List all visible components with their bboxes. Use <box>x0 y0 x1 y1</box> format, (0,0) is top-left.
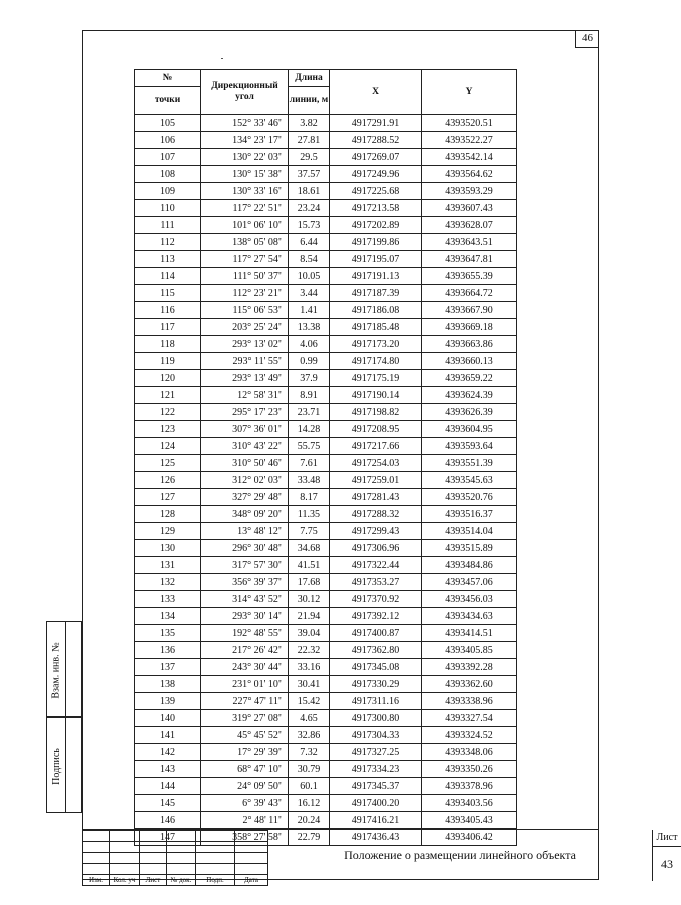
x-coordinate-cell: 4917174.80 <box>330 353 422 370</box>
table-row <box>135 370 517 387</box>
table-row <box>135 268 517 285</box>
line-length-cell: 41.51 <box>289 557 330 574</box>
table-row <box>135 472 517 489</box>
y-coordinate-cell: 4393664.72 <box>422 285 517 302</box>
line-length-cell: 4.06 <box>289 336 330 353</box>
x-coordinate-cell: 4917191.13 <box>330 268 422 285</box>
direction-angle-cell: 307° 36' 01" <box>201 421 289 438</box>
line-length-cell: 10.05 <box>289 268 330 285</box>
title-block <box>82 829 678 884</box>
point-number-cell: 111 <box>135 217 201 234</box>
x-coordinate-cell: 4917291.91 <box>330 115 422 132</box>
line-length-cell: 7.75 <box>289 523 330 540</box>
table-row <box>135 642 517 659</box>
direction-angle-cell: 227° 47' 11" <box>201 693 289 710</box>
stamp-col-podp: Подп. <box>196 875 235 886</box>
point-number-cell: 138 <box>135 676 201 693</box>
point-number-cell: 114 <box>135 268 201 285</box>
y-coordinate-cell: 4393542.14 <box>422 149 517 166</box>
table-row <box>135 574 517 591</box>
line-length-cell: 8.91 <box>289 387 330 404</box>
direction-angle-cell: 130° 33' 16" <box>201 183 289 200</box>
y-coordinate-cell: 4393350.26 <box>422 761 517 778</box>
point-number-cell: 109 <box>135 183 201 200</box>
y-coordinate-cell: 4393348.06 <box>422 744 517 761</box>
y-coordinate-cell: 4393669.18 <box>422 319 517 336</box>
line-length-cell: 3.44 <box>289 285 330 302</box>
y-coordinate-cell: 4393338.96 <box>422 693 517 710</box>
direction-angle-cell: 117° 22' 51" <box>201 200 289 217</box>
x-coordinate-cell: 4917186.08 <box>330 302 422 319</box>
x-coordinate-cell: 4917217.66 <box>330 438 422 455</box>
y-coordinate-cell: 4393403.56 <box>422 795 517 812</box>
sheet-number: 43 <box>661 857 673 871</box>
direction-angle-cell: 356° 39' 37" <box>201 574 289 591</box>
point-number-cell: 141 <box>135 727 201 744</box>
direction-angle-cell: 2° 48' 11" <box>201 812 289 829</box>
point-number-cell: 128 <box>135 506 201 523</box>
x-coordinate-cell: 4917300.80 <box>330 710 422 727</box>
y-coordinate-cell: 4393520.51 <box>422 115 517 132</box>
table-row <box>135 710 517 727</box>
point-number-cell: 125 <box>135 455 201 472</box>
x-coordinate-cell: 4917173.20 <box>330 336 422 353</box>
y-coordinate-cell: 4393362.60 <box>422 676 517 693</box>
x-coordinate-cell: 4917392.12 <box>330 608 422 625</box>
table-row <box>135 115 517 132</box>
stamp-col-izm: Изм. <box>83 875 110 886</box>
y-coordinate-cell: 4393628.07 <box>422 217 517 234</box>
point-number-cell: 142 <box>135 744 201 761</box>
x-coordinate-cell: 4917400.20 <box>330 795 422 812</box>
x-coordinate-cell: 4917304.33 <box>330 727 422 744</box>
line-length-cell: 8.54 <box>289 251 330 268</box>
line-length-cell: 30.41 <box>289 676 330 693</box>
header-length-bottom: линии, м <box>289 87 330 115</box>
point-number-cell: 144 <box>135 778 201 795</box>
direction-angle-cell: 293° 11' 55" <box>201 353 289 370</box>
table-row <box>135 336 517 353</box>
x-coordinate-cell: 4917213.58 <box>330 200 422 217</box>
x-coordinate-cell: 4917322.44 <box>330 557 422 574</box>
x-coordinate-cell: 4917225.68 <box>330 183 422 200</box>
x-coordinate-cell: 4917281.43 <box>330 489 422 506</box>
header-x: X <box>330 70 422 115</box>
direction-angle-cell: 217° 26' 42" <box>201 642 289 659</box>
y-coordinate-cell: 4393378.96 <box>422 778 517 795</box>
sheet-label: Лист <box>653 830 681 847</box>
table-body <box>135 115 517 846</box>
point-number-cell: 130 <box>135 540 201 557</box>
table-row <box>135 727 517 744</box>
coordinates-table <box>134 69 517 846</box>
point-number-cell: 127 <box>135 489 201 506</box>
x-coordinate-cell: 4917259.01 <box>330 472 422 489</box>
line-length-cell: 34.68 <box>289 540 330 557</box>
side-label-signature: Подпись <box>50 747 62 785</box>
x-coordinate-cell: 4917345.08 <box>330 659 422 676</box>
line-length-cell: 32.86 <box>289 727 330 744</box>
line-length-cell: 8.17 <box>289 489 330 506</box>
table-row <box>135 438 517 455</box>
x-coordinate-cell: 4917370.92 <box>330 591 422 608</box>
x-coordinate-cell: 4917195.07 <box>330 251 422 268</box>
y-coordinate-cell: 4393663.86 <box>422 336 517 353</box>
table-row <box>135 676 517 693</box>
direction-angle-cell: 319° 27' 08" <box>201 710 289 727</box>
y-coordinate-cell: 4393405.85 <box>422 642 517 659</box>
table-row <box>135 302 517 319</box>
y-coordinate-cell: 4393647.81 <box>422 251 517 268</box>
scan-speck <box>221 58 223 59</box>
line-length-cell: 22.79 <box>289 829 330 846</box>
table-row <box>135 285 517 302</box>
point-number-cell: 126 <box>135 472 201 489</box>
point-number-cell: 146 <box>135 812 201 829</box>
direction-angle-cell: 17° 29' 39" <box>201 744 289 761</box>
point-number-cell: 143 <box>135 761 201 778</box>
point-number-cell: 108 <box>135 166 201 183</box>
x-coordinate-cell: 4917254.03 <box>330 455 422 472</box>
x-coordinate-cell: 4917198.82 <box>330 404 422 421</box>
y-coordinate-cell: 4393520.76 <box>422 489 517 506</box>
page-corner-number: 46 <box>575 30 599 48</box>
line-length-cell: 4.65 <box>289 710 330 727</box>
point-number-cell: 117 <box>135 319 201 336</box>
line-length-cell: 18.61 <box>289 183 330 200</box>
line-length-cell: 16.12 <box>289 795 330 812</box>
y-coordinate-cell: 4393414.51 <box>422 625 517 642</box>
y-coordinate-cell: 4393456.03 <box>422 591 517 608</box>
y-coordinate-cell: 4393667.90 <box>422 302 517 319</box>
table-row <box>135 353 517 370</box>
x-coordinate-cell: 4917400.87 <box>330 625 422 642</box>
table-row <box>135 404 517 421</box>
table-row <box>135 489 517 506</box>
line-length-cell: 14.28 <box>289 421 330 438</box>
x-coordinate-cell: 4917345.37 <box>330 778 422 795</box>
line-length-cell: 33.48 <box>289 472 330 489</box>
y-coordinate-cell: 4393516.37 <box>422 506 517 523</box>
x-coordinate-cell: 4917353.27 <box>330 574 422 591</box>
x-coordinate-cell: 4917327.25 <box>330 744 422 761</box>
direction-angle-cell: 12° 58' 31" <box>201 387 289 404</box>
point-number-cell: 139 <box>135 693 201 710</box>
direction-angle-cell: 111° 50' 37" <box>201 268 289 285</box>
table-row <box>135 132 517 149</box>
direction-angle-cell: 134° 23' 17" <box>201 132 289 149</box>
direction-angle-cell: 243° 30' 44" <box>201 659 289 676</box>
point-number-cell: 118 <box>135 336 201 353</box>
point-number-cell: 121 <box>135 387 201 404</box>
line-length-cell: 3.82 <box>289 115 330 132</box>
y-coordinate-cell: 4393604.95 <box>422 421 517 438</box>
y-coordinate-cell: 4393324.52 <box>422 727 517 744</box>
line-length-cell: 20.24 <box>289 812 330 829</box>
table-row <box>135 693 517 710</box>
x-coordinate-cell: 4917306.96 <box>330 540 422 557</box>
point-number-cell: 105 <box>135 115 201 132</box>
direction-angle-cell: 314° 43' 52" <box>201 591 289 608</box>
point-number-cell: 119 <box>135 353 201 370</box>
x-coordinate-cell: 4917249.96 <box>330 166 422 183</box>
line-length-cell: 13.38 <box>289 319 330 336</box>
y-coordinate-cell: 4393522.27 <box>422 132 517 149</box>
table-row <box>135 523 517 540</box>
point-number-cell: 116 <box>135 302 201 319</box>
line-length-cell: 21.94 <box>289 608 330 625</box>
header-angle: Дирекционный угол <box>201 70 289 115</box>
x-coordinate-cell: 4917269.07 <box>330 149 422 166</box>
point-number-cell: 106 <box>135 132 201 149</box>
table-row <box>135 557 517 574</box>
table-row <box>135 183 517 200</box>
point-number-cell: 133 <box>135 591 201 608</box>
line-length-cell: 7.61 <box>289 455 330 472</box>
y-coordinate-cell: 4393593.29 <box>422 183 517 200</box>
table-row <box>135 608 517 625</box>
side-stamp-inv <box>46 621 82 717</box>
direction-angle-cell: 45° 45' 52" <box>201 727 289 744</box>
table-row <box>135 149 517 166</box>
point-number-cell: 123 <box>135 421 201 438</box>
direction-angle-cell: 24° 09' 50" <box>201 778 289 795</box>
point-number-cell: 120 <box>135 370 201 387</box>
x-coordinate-cell: 4917185.48 <box>330 319 422 336</box>
table-row <box>135 421 517 438</box>
line-length-cell: 7.32 <box>289 744 330 761</box>
direction-angle-cell: 348° 09' 20" <box>201 506 289 523</box>
table-row <box>135 625 517 642</box>
table-row <box>135 455 517 472</box>
x-coordinate-cell: 4917299.43 <box>330 523 422 540</box>
stamp-col-date: Дата <box>235 875 268 886</box>
y-coordinate-cell: 4393607.43 <box>422 200 517 217</box>
line-length-cell: 17.68 <box>289 574 330 591</box>
line-length-cell: 33.16 <box>289 659 330 676</box>
table-row <box>135 659 517 676</box>
y-coordinate-cell: 4393434.63 <box>422 608 517 625</box>
direction-angle-cell: 152° 33' 46" <box>201 115 289 132</box>
table-row <box>135 234 517 251</box>
y-coordinate-cell: 4393655.39 <box>422 268 517 285</box>
direction-angle-cell: 295° 17' 23" <box>201 404 289 421</box>
header-length-top: Длина <box>289 70 330 87</box>
x-coordinate-cell: 4917416.21 <box>330 812 422 829</box>
x-coordinate-cell: 4917202.89 <box>330 217 422 234</box>
direction-angle-cell: 327° 29' 48" <box>201 489 289 506</box>
table-row <box>135 200 517 217</box>
side-stamp-signature <box>46 717 82 813</box>
direction-angle-cell: 231° 01' 10" <box>201 676 289 693</box>
direction-angle-cell: 68° 47' 10" <box>201 761 289 778</box>
point-number-cell: 137 <box>135 659 201 676</box>
header-num-bottom: точки <box>135 87 201 115</box>
point-number-cell: 140 <box>135 710 201 727</box>
y-coordinate-cell: 4393626.39 <box>422 404 517 421</box>
header-y: Y <box>422 70 517 115</box>
document-title: Положение о размещении линейного объекта <box>267 830 652 881</box>
table-row <box>135 540 517 557</box>
direction-angle-cell: 293° 30' 14" <box>201 608 289 625</box>
y-coordinate-cell: 4393660.13 <box>422 353 517 370</box>
x-coordinate-cell: 4917362.80 <box>330 642 422 659</box>
y-coordinate-cell: 4393551.39 <box>422 455 517 472</box>
line-length-cell: 30.79 <box>289 761 330 778</box>
direction-angle-cell: 317° 57' 30" <box>201 557 289 574</box>
x-coordinate-cell: 4917187.39 <box>330 285 422 302</box>
table-row <box>135 744 517 761</box>
point-number-cell: 110 <box>135 200 201 217</box>
x-coordinate-cell: 4917436.43 <box>330 829 422 846</box>
line-length-cell: 15.73 <box>289 217 330 234</box>
line-length-cell: 23.24 <box>289 200 330 217</box>
line-length-cell: 60.1 <box>289 778 330 795</box>
line-length-cell: 1.41 <box>289 302 330 319</box>
x-coordinate-cell: 4917288.52 <box>330 132 422 149</box>
y-coordinate-cell: 4393515.89 <box>422 540 517 557</box>
line-length-cell: 0.99 <box>289 353 330 370</box>
y-coordinate-cell: 4393593.64 <box>422 438 517 455</box>
line-length-cell: 6.44 <box>289 234 330 251</box>
y-coordinate-cell: 4393564.62 <box>422 166 517 183</box>
point-number-cell: 113 <box>135 251 201 268</box>
y-coordinate-cell: 4393514.04 <box>422 523 517 540</box>
x-coordinate-cell: 4917311.16 <box>330 693 422 710</box>
direction-angle-cell: 115° 06' 53" <box>201 302 289 319</box>
direction-angle-cell: 293° 13' 02" <box>201 336 289 353</box>
direction-angle-cell: 101° 06' 10" <box>201 217 289 234</box>
sheet-box <box>652 830 681 881</box>
header-num-top: № <box>135 70 201 87</box>
line-length-cell: 55.75 <box>289 438 330 455</box>
direction-angle-cell: 203° 25' 24" <box>201 319 289 336</box>
x-coordinate-cell: 4917208.95 <box>330 421 422 438</box>
direction-angle-cell: 312° 02' 03" <box>201 472 289 489</box>
direction-angle-cell: 310° 43' 22" <box>201 438 289 455</box>
table-row <box>135 217 517 234</box>
direction-angle-cell: 192° 48' 55" <box>201 625 289 642</box>
point-number-cell: 136 <box>135 642 201 659</box>
point-number-cell: 107 <box>135 149 201 166</box>
direction-angle-cell: 6° 39' 43" <box>201 795 289 812</box>
line-length-cell: 27.81 <box>289 132 330 149</box>
point-number-cell: 112 <box>135 234 201 251</box>
point-number-cell: 122 <box>135 404 201 421</box>
x-coordinate-cell: 4917175.19 <box>330 370 422 387</box>
x-coordinate-cell: 4917199.86 <box>330 234 422 251</box>
direction-angle-cell: 117° 27' 54" <box>201 251 289 268</box>
point-number-cell: 132 <box>135 574 201 591</box>
table-row <box>135 591 517 608</box>
line-length-cell: 30.12 <box>289 591 330 608</box>
revision-grid <box>82 830 268 886</box>
y-coordinate-cell: 4393405.43 <box>422 812 517 829</box>
direction-angle-cell: 293° 13' 49" <box>201 370 289 387</box>
direction-angle-cell: 296° 30' 48" <box>201 540 289 557</box>
line-length-cell: 29.5 <box>289 149 330 166</box>
y-coordinate-cell: 4393327.54 <box>422 710 517 727</box>
table-row <box>135 778 517 795</box>
point-number-cell: 129 <box>135 523 201 540</box>
side-label-inv-no: Взам. инв. № <box>50 641 62 699</box>
point-number-cell: 134 <box>135 608 201 625</box>
direction-angle-cell: 130° 15' 38" <box>201 166 289 183</box>
x-coordinate-cell: 4917190.14 <box>330 387 422 404</box>
line-length-cell: 15.42 <box>289 693 330 710</box>
point-number-cell: 145 <box>135 795 201 812</box>
stamp-col-doc-no: № док. <box>167 875 196 886</box>
direction-angle-cell: 112° 23' 21" <box>201 285 289 302</box>
y-coordinate-cell: 4393406.42 <box>422 829 517 846</box>
table-row <box>135 251 517 268</box>
direction-angle-cell: 358° 27' 58" <box>201 829 289 846</box>
table-row <box>135 319 517 336</box>
direction-angle-cell: 138° 05' 08" <box>201 234 289 251</box>
stamp-col-kol-uch: Кол. уч <box>110 875 140 886</box>
x-coordinate-cell: 4917334.23 <box>330 761 422 778</box>
y-coordinate-cell: 4393545.63 <box>422 472 517 489</box>
table-row <box>135 761 517 778</box>
stamp-col-list: Лист <box>140 875 167 886</box>
y-coordinate-cell: 4393457.06 <box>422 574 517 591</box>
x-coordinate-cell: 4917288.32 <box>330 506 422 523</box>
y-coordinate-cell: 4393659.22 <box>422 370 517 387</box>
y-coordinate-cell: 4393484.86 <box>422 557 517 574</box>
x-coordinate-cell: 4917330.29 <box>330 676 422 693</box>
direction-angle-cell: 130° 22' 03" <box>201 149 289 166</box>
point-number-cell: 115 <box>135 285 201 302</box>
table-row <box>135 506 517 523</box>
point-number-cell: 135 <box>135 625 201 642</box>
line-length-cell: 37.9 <box>289 370 330 387</box>
table-row <box>135 166 517 183</box>
table-row <box>135 387 517 404</box>
y-coordinate-cell: 4393624.39 <box>422 387 517 404</box>
y-coordinate-cell: 4393392.28 <box>422 659 517 676</box>
table-row <box>135 812 517 829</box>
point-number-cell: 131 <box>135 557 201 574</box>
line-length-cell: 11.35 <box>289 506 330 523</box>
y-coordinate-cell: 4393643.51 <box>422 234 517 251</box>
line-length-cell: 39.04 <box>289 625 330 642</box>
line-length-cell: 22.32 <box>289 642 330 659</box>
line-length-cell: 37.57 <box>289 166 330 183</box>
point-number-cell: 124 <box>135 438 201 455</box>
direction-angle-cell: 13° 48' 12" <box>201 523 289 540</box>
point-number-cell: 147 <box>135 829 201 846</box>
table-row <box>135 795 517 812</box>
line-length-cell: 23.71 <box>289 404 330 421</box>
direction-angle-cell: 310° 50' 46" <box>201 455 289 472</box>
